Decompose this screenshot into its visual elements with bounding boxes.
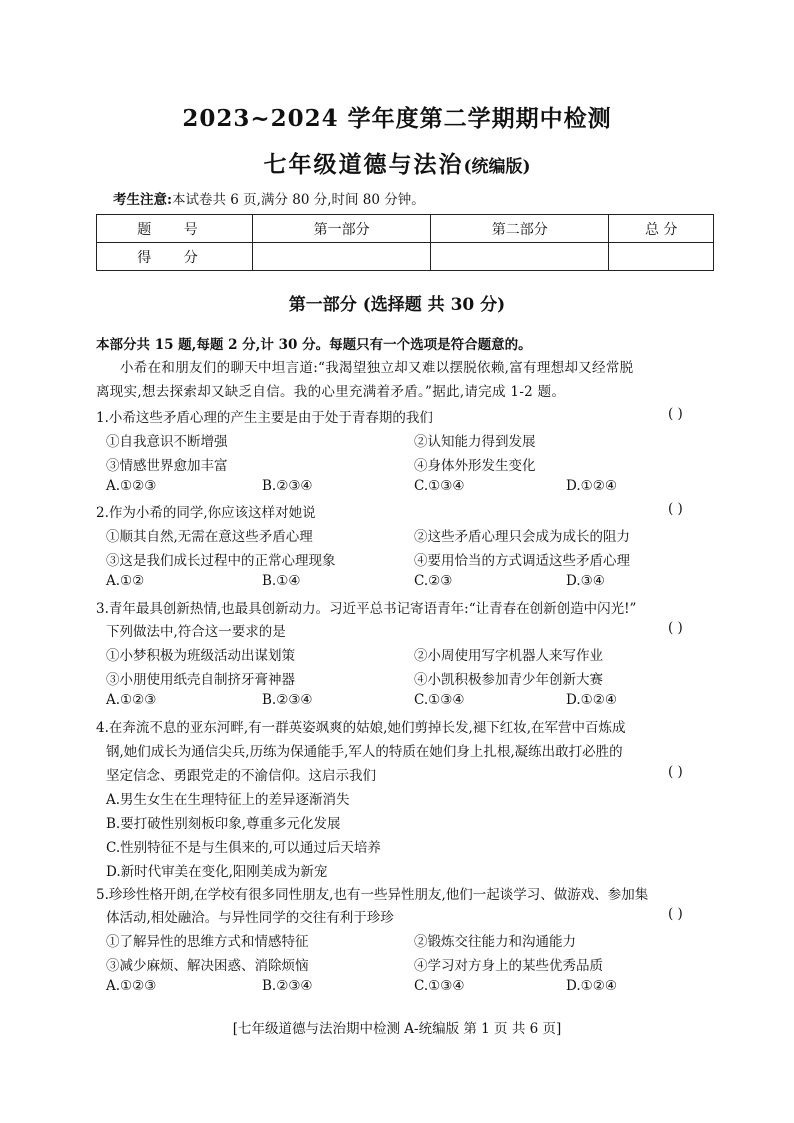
answer-blank-4[interactable]: ( ) xyxy=(668,764,683,780)
option-item: ①自我意识不断增强 xyxy=(106,434,228,450)
score-entry-total[interactable] xyxy=(609,243,714,271)
answer-blank-1[interactable]: ( ) xyxy=(668,406,683,422)
subject-name: 七年级道德与法治 xyxy=(263,151,464,178)
option-item: ③减少麻烦、解决困惑、消除烦恼 xyxy=(106,958,309,974)
question-4-stem: 4.在奔流不息的亚东河畔,有一群英姿飒爽的姑娘,她们剪掉长发,褪下红妆,在军营中百炼成 xyxy=(96,720,626,736)
answer-blank-3[interactable]: ( ) xyxy=(668,620,683,636)
answer-blank-5[interactable]: ( ) xyxy=(668,906,683,922)
score-entry-part1[interactable] xyxy=(253,243,431,271)
choice-d[interactable]: D.①②④ xyxy=(566,478,617,494)
edition-label: (统编版) xyxy=(463,157,531,177)
option-item: ③情感世界愈加丰富 xyxy=(106,458,228,474)
option-item: ①小梦积极为班级活动出谋划策 xyxy=(106,648,295,664)
section-instructions: 本部分共 15 题,每题 2 分,计 30 分。每题只有一个选项是符合题意的。 xyxy=(96,337,532,353)
section-title: 第一部分 (选择题 共 30 分) xyxy=(288,295,506,315)
score-cell: 题 号 xyxy=(97,215,253,243)
option-item: ①了解异性的思维方式和情感特征 xyxy=(106,934,309,950)
passage-line: 离现实,想去探索却又缺乏自信。我的心里充满着矛盾。”据此,请完成 1-2 题。 xyxy=(96,384,566,400)
score-cell: 第一部分 xyxy=(253,215,431,243)
option-item: ②锻炼交往能力和沟通能力 xyxy=(414,934,576,950)
choice-b[interactable]: B.②③④ xyxy=(262,478,313,494)
score-cell: 第二部分 xyxy=(431,215,609,243)
choice-a[interactable]: A.①② xyxy=(106,573,145,589)
choice-c[interactable]: C.②③ xyxy=(414,573,453,589)
exam-title: 2023~2024 学年度第二学期期中检测 xyxy=(182,105,612,132)
choice-a[interactable]: A.男生女生在生理特征上的差异逐渐消失 xyxy=(106,792,350,808)
choice-a[interactable]: A.①②③ xyxy=(106,692,157,708)
notice-label: 考生注意: xyxy=(113,192,172,208)
choice-c[interactable]: C.性别特征不是与生俱来的,可以通过后天培养 xyxy=(106,840,381,856)
option-item: ②认知能力得到发展 xyxy=(414,434,536,450)
passage-line: 小希在和朋友们的聊天中坦言道:“我渴望独立却又难以摆脱依赖,富有理想却又经常脱 xyxy=(120,360,634,376)
score-entry-part2[interactable] xyxy=(431,243,609,271)
option-item: ④要用恰当的方式调适这些矛盾心理 xyxy=(414,553,630,569)
question-3-stem-cont: 下列做法中,符合这一要求的是 xyxy=(106,624,286,640)
question-4-stem-cont: 坚定信念、勇跟党走的不渝信仰。这启示我们 xyxy=(106,768,376,784)
exam-subject xyxy=(0,146,794,179)
choice-a[interactable]: A.①②③ xyxy=(106,478,157,494)
score-table-header-row xyxy=(97,215,714,243)
question-3-stem: 3.青年最具创新热情,也最具创新动力。习近平总书记寄语青年:“让青春在创新创造中闪光!” xyxy=(96,601,637,617)
option-item: ②小周使用写字机器人来写作业 xyxy=(414,648,603,664)
option-item: ②这些矛盾心理只会成为成长的阻力 xyxy=(414,529,630,545)
score-cell: 总 分 xyxy=(609,215,714,243)
question-5-stem: 5.珍珍性格开朗,在学校有很多同性朋友,也有一些异性朋友,他们一起谈学习、做游戏、参加集 xyxy=(96,887,649,903)
answer-blank-2[interactable]: ( ) xyxy=(668,501,683,517)
choice-d[interactable]: D.③④ xyxy=(566,573,605,589)
question-1-stem: 1.小希这些矛盾心理的产生主要是由于处于青春期的我们 xyxy=(96,410,433,426)
option-item: ④身体外形发生变化 xyxy=(414,458,536,474)
score-table-score-row xyxy=(97,243,714,271)
choice-a[interactable]: A.①②③ xyxy=(106,978,157,994)
option-item: ③这是我们成长过程中的正常心理现象 xyxy=(106,553,336,569)
choice-c[interactable]: C.①③④ xyxy=(414,978,465,994)
question-4-stem-cont: 钢,她们成长为通信尖兵,历练为保通能手,军人的特质在她们身上扎根,凝练出敢打必胜的 xyxy=(106,744,623,760)
choice-b[interactable]: B.①④ xyxy=(262,573,301,589)
option-item: ④小凯积极参加青少年创新大赛 xyxy=(414,672,603,688)
score-table xyxy=(96,214,714,271)
question-5-stem-cont: 体活动,相处融洽。与异性同学的交往有利于珍珍 xyxy=(106,910,394,926)
page-footer: [七年级道德与法治期中检测 A-统编版 第 1 页 共 6 页] xyxy=(232,1021,562,1037)
option-item: ④学习对方身上的某些优秀品质 xyxy=(414,958,603,974)
score-cell: 得 分 xyxy=(97,243,253,271)
notice-text: 本试卷共 6 页,满分 80 分,时间 80 分钟。 xyxy=(171,192,425,208)
choice-b[interactable]: B.②③④ xyxy=(262,978,313,994)
choice-d[interactable]: D.①②④ xyxy=(566,692,617,708)
choice-b[interactable]: B.要打破性别刻板印象,尊重多元化发展 xyxy=(106,816,341,832)
choice-c[interactable]: C.①③④ xyxy=(414,692,465,708)
choice-c[interactable]: C.①③④ xyxy=(414,478,465,494)
choice-d[interactable]: D.①②④ xyxy=(566,978,617,994)
choice-b[interactable]: B.②③④ xyxy=(262,692,313,708)
candidate-notice xyxy=(113,188,425,208)
option-item: ③小朋使用纸壳自制挤牙膏神器 xyxy=(106,672,295,688)
question-2-stem: 2.作为小希的同学,你应该这样对她说 xyxy=(96,505,316,521)
choice-d[interactable]: D.新时代审美在变化,阳刚美成为新宠 xyxy=(106,864,328,880)
option-item: ①顺其自然,无需在意这些矛盾心理 xyxy=(106,529,313,545)
